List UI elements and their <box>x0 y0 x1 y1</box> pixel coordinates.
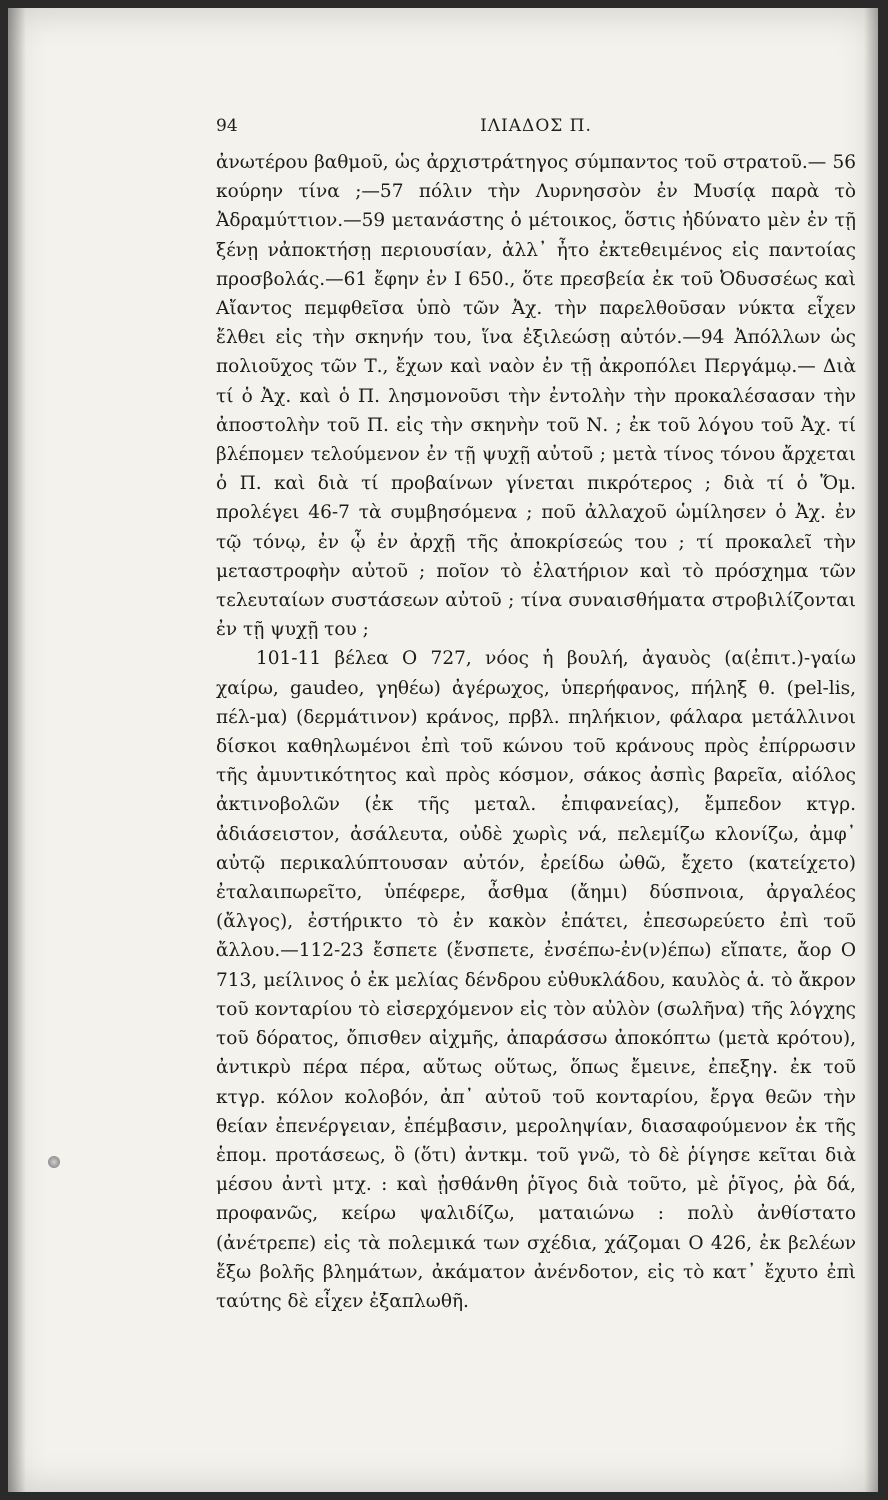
commentary-body <box>216 148 856 1316</box>
running-head: ΙΛΙΑΔΟΣ Π. <box>480 116 592 136</box>
binding-hole-mark <box>48 1156 60 1168</box>
commentary-paragraph-1: ἀνωτέρου βαθμοῦ, ὡς ἀρχιστράτηγος σύμπαντος τοῦ στρατοῦ.— 56 κούρην τίνα ;—57 πόλιν τὴν Λυρνησσὸν ἐν Μυσίᾳ παρὰ τὸ Ἀδραμύττιον.—59 μετανάστης ὁ μέτοικος, ὅστις ἠδύνατο μὲν ἐν τῇ ξένῃ νἀποκτήσῃ περιουσίαν, ἀλλ᾽ ἦτο ἐκτεθειμένος εἰς παντοίας προσβολάς.—61 ἔφην ἐν Ι 650., ὅτε πρεσβεία ἐκ τοῦ Ὀδυσσέως καὶ Αἴαντος πεμφθεῖσα ὑπὸ τῶν Ἀχ. τὴν παρελθοῦσαν νύκτα εἶχεν ἔλθει εἰς τὴν σκηνήν του, ἵνα ἐξιλεώσῃ αὐτόν.—94 Ἀπόλλων ὡς πολιοῦχος τῶν Τ., ἔχων καὶ ναὸν ἐν τῇ ἀκροπόλει Περγάμῳ.— Διὰ τί ὁ Ἀχ. καὶ ὁ Π. λησμονοῦσι τὴν ἐντολὴν τὴν προκαλέσασαν τὴν ἀποστολὴν τοῦ Π. εἰς τὴν σκηνὴν τοῦ Ν. ; ἐκ τοῦ λόγου τοῦ Ἀχ. τί βλέπομεν τελούμενον ἐν τῇ ψυχῇ αὐτοῦ ; μετὰ τίνος τόνου ἄρχεται ὁ Π. καὶ διὰ τί προβαίνων γίνεται πικρότερος ; διὰ τί ὁ Ὅμ. προλέγει 46-7 τὰ συμβησόμενα ; ποῦ ἀλλαχοῦ ὡμίλησεν ὁ Ἀχ. ἐν τῷ τόνῳ, ἐν ᾧ ἐν ἀρχῇ τῆς ἀποκρίσεώς του ; τί προκαλεῖ τὴν μεταστροφὴν αὐτοῦ ; ποῖον τὸ ἐλατήριον καὶ τὸ πρόσχημα τῶν τελευταίων συστάσεων αὐτοῦ ; τίνα συναισθήματα στροβιλίζονται ἐν τῇ ψυχῇ του ; <box>216 152 856 641</box>
page-number: 94 <box>216 116 238 136</box>
page-header <box>216 116 856 142</box>
book-page <box>8 8 878 1492</box>
commentary-paragraph-2: 101-11 βέλεα Ο 727, νόος ἡ βουλή, ἀγαυὸς (α(ἐπιτ.)-γαίω χαίρω, gaudeo, γηθέω) ἀγέρωχος, ὑπερήφανος, πήληξ θ. (pel-lis, πέλ-μα) (δερμάτινον) κράνος, πρβλ. πηλήκιον, φάλαρα μετάλλινοι δίσκοι καθηλωμένοι ἐπὶ τοῦ κώνου τοῦ κράνους πρὸς ἐπίρρωσιν τῆς ἀμυντικότητος καὶ πρὸς κόσμον, σάκος ἀσπὶς βαρεῖα, αἰόλος ἀκτινοβολῶν (ἐκ τῆς μεταλ. ἐπιφανείας), ἔμπεδον κτγρ. ἀδιάσειστον, ἀσάλευτα, οὐδὲ χωρὶς νά, πελεμίζω κλονίζω, ἀμφ᾽ αὐτῷ περικαλύπτουσαν αὐτόν, ἐρείδω ὠθῶ, ἔχετο (κατείχετο) ἐταλαιπωρεῖτο, ὑπέφερε, ἆσθμα (ἄημι) δύσπνοια, ἀργαλέος (ἄλγος), ἐστήρικτο τὸ ἐν κακὸν ἐπάτει, ἐπεσωρεύετο ἐπὶ τοῦ ἄλλου.—112-23 ἔσπετε (ἔνσπετε, ἐνσέπω-ἐν(ν)έπω) εἴπατε, ἄορ Ο 713, μείλινος ὁ ἐκ μελίας δένδρου εὐθυκλάδου, καυλὸς ἁ. τὸ ἄκρον τοῦ κονταρίου τὸ εἰσερχόμενον εἰς τὸν αὐλὸν (σωλῆνα) τῆς λόγχης τοῦ δόρατος, ὄπισθεν αἰχμῆς, ἀπαράσσω ἀποκόπτω (μετὰ κρότου), ἀντικρὺ πέρα πέρα, αὔτως οὕτως, ὅπως ἔμεινε, ἐπεξηγ. ἐκ τοῦ κτγρ. κόλον κολοβόν, ἀπ᾽ αὐτοῦ τοῦ κονταρίου, ἔργα θεῶν τὴν θείαν ἐπενέργειαν, ἐπέμβασιν, μεροληψίαν, διασαφούμενον ἐκ τῆς ἑπομ. προτάσεως, ὃ (ὅτι) ἀντκμ. τοῦ γνῶ, τὸ δὲ ῥίγησε κεῖται διὰ μέσου ἀντὶ μτχ. : καὶ ᾐσθάνθη ῥῖγος διὰ τοῦτο, μὲ ῥῖγος, ῥὰ δά, προφανῶς, κείρω ψαλιδίζω, ματαιώνω : πολὺ ἀνθίστατο (ἀνέτρεπε) εἰς τὰ πολεμικά των σχέδια, χάζομαι Ο 426, ἐκ βελέων ἔξω βολῆς βλημάτων, ἀκάματον ἀνένδοτον, εἰς τὸ κατ᾽ ἔχυτο ἐπὶ ταύτης δὲ εἶχεν ἐξαπλωθῆ. <box>216 648 856 1312</box>
